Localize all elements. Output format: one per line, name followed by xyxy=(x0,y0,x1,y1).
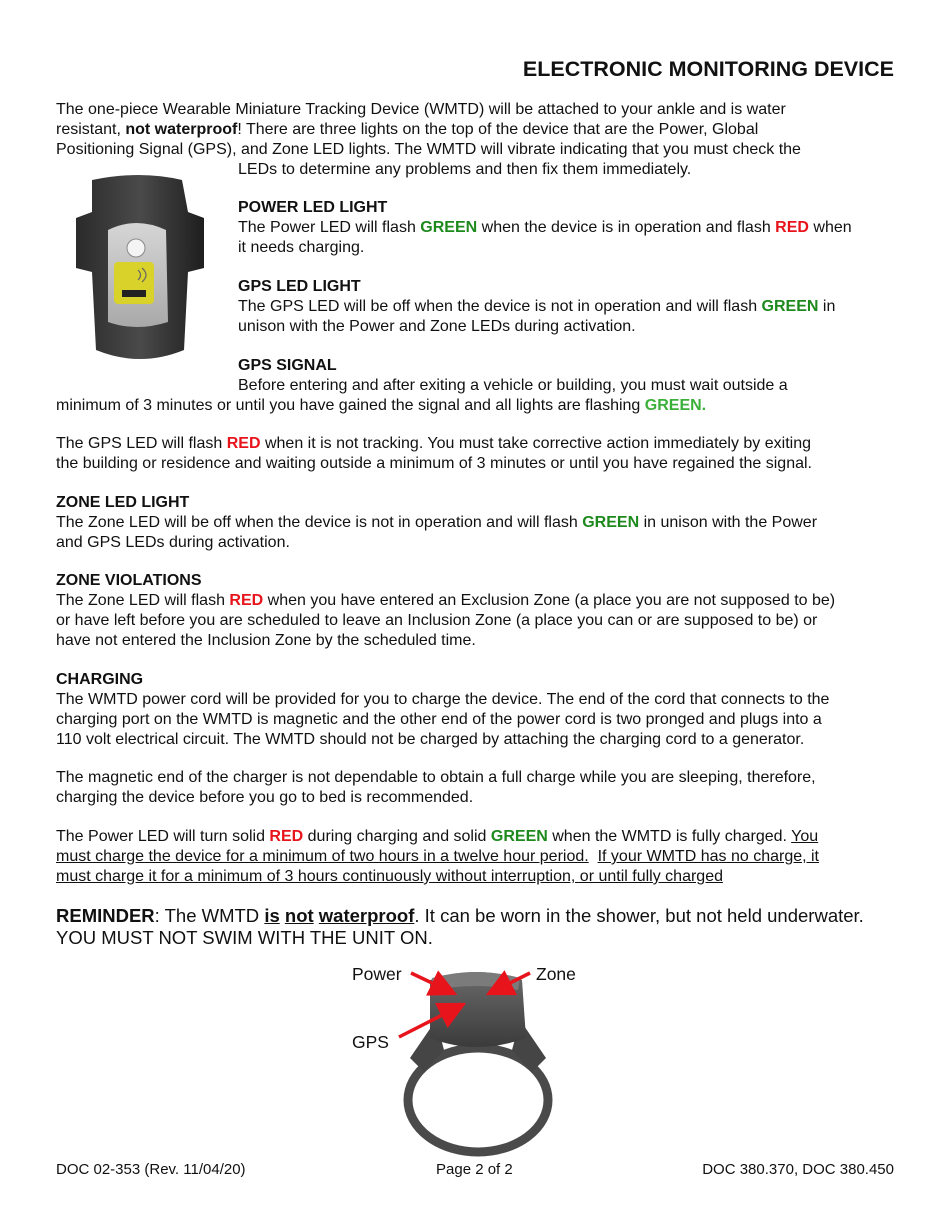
gps-led-text: The GPS LED will be off when the device is not in operation and will flash GREEN in xyxy=(238,298,836,315)
gps-led-heading: GPS LED LIGHT xyxy=(238,278,361,295)
gps-led-text: unison with the Power and Zone LEDs during activation. xyxy=(238,318,636,335)
gps-signal-text-2: minimum of 3 minutes or until you have gained the signal and all lights are flashing GREEN. xyxy=(56,397,707,414)
power-led-text: The Power LED will flash GREEN when the device is in operation and flash RED when xyxy=(238,219,852,236)
zone-led-heading: ZONE LED LIGHT xyxy=(56,494,190,511)
power-arrow xyxy=(411,973,451,992)
intro-line: The one-piece Wearable Miniature Tracking Device (WMTD) will be attached to your ankle and is water xyxy=(56,101,786,118)
zone-label: Zone xyxy=(536,964,576,984)
charging-section: CHARGING The WMTD power cord will be provided for you to charge the device. The end of the cord that connects to the charging port on the WMTD is magnetic and the other end of the power cord is two pronged and plugs into a 110 volt electrical circuit. The WMTD should not be charged by attaching the charging cord to a generator. xyxy=(56,670,896,750)
power-led-heading: POWER LED LIGHT xyxy=(238,199,388,216)
gps-signal-text: Before entering and after exiting a vehicle or building, you must wait outside a xyxy=(238,377,788,394)
charging-heading: CHARGING xyxy=(56,671,144,688)
reminder-block: REMINDER: The WMTD is not waterproof. It can be worn in the shower, but not held underwater. YOU MUST NOT SWIM WITH THE UNIT ON. xyxy=(56,905,864,948)
footer-page-number: Page 2 of 2 xyxy=(436,1161,513,1178)
footer-doc-references: DOC 380.370, DOC 380.450 xyxy=(702,1161,894,1178)
charging-paragraph-2: The magnetic end of the charger is not dependable to obtain a full charge while you are sleeping, therefore, charging the device before you go to bed is recommended. xyxy=(56,769,816,806)
zone-violations-heading: ZONE VIOLATIONS xyxy=(56,572,202,589)
zone-arrow xyxy=(492,973,530,992)
page-title: ELECTRONIC MONITORING DEVICE xyxy=(522,57,894,81)
footer-doc-number: DOC 02-353 (Rev. 11/04/20) xyxy=(56,1161,246,1178)
intro-line: resistant, not waterproof! There are three lights on the top of the device that are the Power, Global xyxy=(56,121,759,138)
reminder-label: REMINDER xyxy=(56,905,155,926)
gps-arrow xyxy=(399,1006,460,1037)
gps-label: GPS xyxy=(352,1032,389,1052)
intro-line: Positioning Signal (GPS), and Zone LED lights. The WMTD will vibrate indicating that you must check the xyxy=(56,141,801,158)
zone-led-section: ZONE LED LIGHT The Zone LED will be off when the device is not in operation and will flash GREEN in unison with the Power and GPS LEDs during activation. xyxy=(56,493,896,553)
power-led-text: it needs charging. xyxy=(238,239,365,256)
not-waterproof-emphasis: not waterproof xyxy=(125,121,238,138)
charging-paragraph-3: The Power LED will turn solid RED during charging and solid GREEN when the WMTD is fully charged. You must charge the device for a minimum of two hours in a twelve hour period. If your WMTD has no charge, it must charge it for a minimum of 3 hours continuously without interruption, or until fully charged xyxy=(56,828,819,885)
gps-signal-heading: GPS SIGNAL xyxy=(238,357,337,374)
gps-red-paragraph: The GPS LED will flash RED when it is not tracking. You must take corrective action immediately by exiting the building or residence and waiting outside a minimum of 3 minutes or until you have regained the signal. xyxy=(56,435,812,472)
intro-line-4: LEDs to determine any problems and then fix them immediately. xyxy=(238,161,692,178)
power-label: Power xyxy=(352,964,402,984)
zone-violations-section: ZONE VIOLATIONS The Zone LED will flash RED when you have entered an Exclusion Zone (a place you are not supposed to be) or have left before you are scheduled to leave an Inclusion Zone (a place you can or are supposed to be) or have not entered the Inclusion Zone by the scheduled time. xyxy=(56,571,896,651)
